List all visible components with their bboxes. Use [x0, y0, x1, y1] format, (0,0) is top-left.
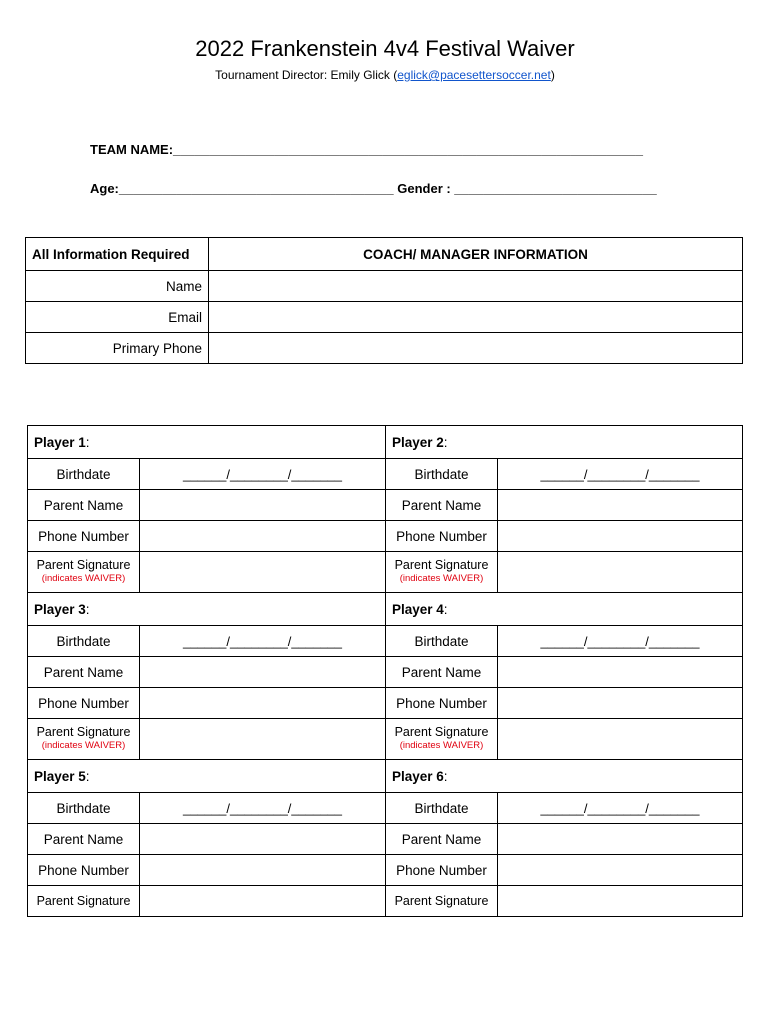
- phone-number-field[interactable]: [140, 521, 386, 552]
- parent-name-label: Parent Name: [28, 657, 140, 688]
- phone-number-label: Phone Number: [28, 521, 140, 552]
- waiver-note: (indicates WAIVER): [399, 573, 484, 584]
- coach-email-field[interactable]: [209, 302, 743, 333]
- birthdate-label: Birthdate: [28, 459, 140, 490]
- coach-manager-header: COACH/ MANAGER INFORMATION: [209, 238, 743, 271]
- parent-signature-label: Parent Signature (indicates WAIVER): [28, 719, 140, 760]
- phone-number-field[interactable]: [498, 521, 743, 552]
- parent-name-field[interactable]: [140, 490, 386, 521]
- director-suffix: ): [550, 68, 555, 82]
- player-5-title: Player 5:: [28, 760, 386, 793]
- waiver-note: (indicates WAIVER): [41, 573, 126, 584]
- player-1-title: Player 1:: [28, 426, 386, 459]
- parent-signature-field[interactable]: [498, 552, 743, 593]
- player-6-title: Player 6:: [386, 760, 743, 793]
- waiver-note: (indicates WAIVER): [399, 740, 484, 751]
- parent-name-field[interactable]: [140, 824, 386, 855]
- birthdate-field[interactable]: ______/________/_______: [498, 459, 743, 490]
- parent-name-label: Parent Name: [386, 824, 498, 855]
- birthdate-field[interactable]: ______/________/_______: [498, 793, 743, 824]
- parent-signature-field[interactable]: [140, 552, 386, 593]
- parent-signature-field[interactable]: [498, 886, 743, 917]
- parent-name-label: Parent Name: [28, 824, 140, 855]
- birthdate-field[interactable]: ______/________/_______: [498, 626, 743, 657]
- coach-email-label: Email: [26, 302, 209, 333]
- player-3-title: Player 3:: [28, 593, 386, 626]
- age-gender-line: Age:______________________________________ Gender : ____________________________: [90, 181, 657, 196]
- phone-number-label: Phone Number: [28, 688, 140, 719]
- parent-name-label: Parent Name: [28, 490, 140, 521]
- birthdate-label: Birthdate: [386, 459, 498, 490]
- parent-signature-label: Parent Signature (indicates WAIVER): [386, 719, 498, 760]
- phone-number-label: Phone Number: [386, 521, 498, 552]
- parent-name-label: Parent Name: [386, 657, 498, 688]
- director-prefix: Tournament Director: Emily Glick (: [215, 68, 398, 82]
- parent-signature-label: Parent Signature (indicates WAIVER): [386, 552, 498, 593]
- parent-signature-field[interactable]: [140, 719, 386, 760]
- parent-name-label: Parent Name: [386, 490, 498, 521]
- parent-signature-label: Parent Signature: [386, 886, 498, 917]
- birthdate-label: Birthdate: [386, 626, 498, 657]
- parent-signature-field[interactable]: [498, 719, 743, 760]
- director-email-link[interactable]: eglick@pacesettersoccer.net: [397, 68, 551, 82]
- parent-signature-label: Parent Signature: [28, 886, 140, 917]
- player-4-title: Player 4:: [386, 593, 743, 626]
- coach-info-table: [25, 237, 743, 364]
- parent-name-field[interactable]: [498, 490, 743, 521]
- parent-signature-label: Parent Signature (indicates WAIVER): [28, 552, 140, 593]
- birthdate-label: Birthdate: [28, 626, 140, 657]
- phone-number-label: Phone Number: [386, 855, 498, 886]
- waiver-note: (indicates WAIVER): [41, 740, 126, 751]
- page-title: 2022 Frankenstein 4v4 Festival Waiver: [195, 36, 575, 61]
- parent-name-field[interactable]: [498, 824, 743, 855]
- all-info-required-header: All Information Required: [26, 238, 209, 271]
- birthdate-label: Birthdate: [386, 793, 498, 824]
- players-table: [27, 425, 743, 917]
- parent-name-field[interactable]: [498, 657, 743, 688]
- phone-number-label: Phone Number: [386, 688, 498, 719]
- birthdate-label: Birthdate: [28, 793, 140, 824]
- birthdate-field[interactable]: ______/________/_______: [140, 793, 386, 824]
- parent-signature-field[interactable]: [140, 886, 386, 917]
- phone-number-field[interactable]: [140, 688, 386, 719]
- coach-name-field[interactable]: [209, 271, 743, 302]
- phone-number-field[interactable]: [498, 688, 743, 719]
- phone-number-field[interactable]: [498, 855, 743, 886]
- coach-phone-field[interactable]: [209, 333, 743, 364]
- player-2-title: Player 2:: [386, 426, 743, 459]
- phone-number-label: Phone Number: [28, 855, 140, 886]
- birthdate-field[interactable]: ______/________/_______: [140, 626, 386, 657]
- parent-name-field[interactable]: [140, 657, 386, 688]
- team-name-line: TEAM NAME:_________________________________________________________________: [90, 142, 643, 157]
- coach-name-label: Name: [26, 271, 209, 302]
- phone-number-field[interactable]: [140, 855, 386, 886]
- coach-phone-label: Primary Phone: [26, 333, 209, 364]
- director-line: [0, 68, 770, 82]
- birthdate-field[interactable]: ______/________/_______: [140, 459, 386, 490]
